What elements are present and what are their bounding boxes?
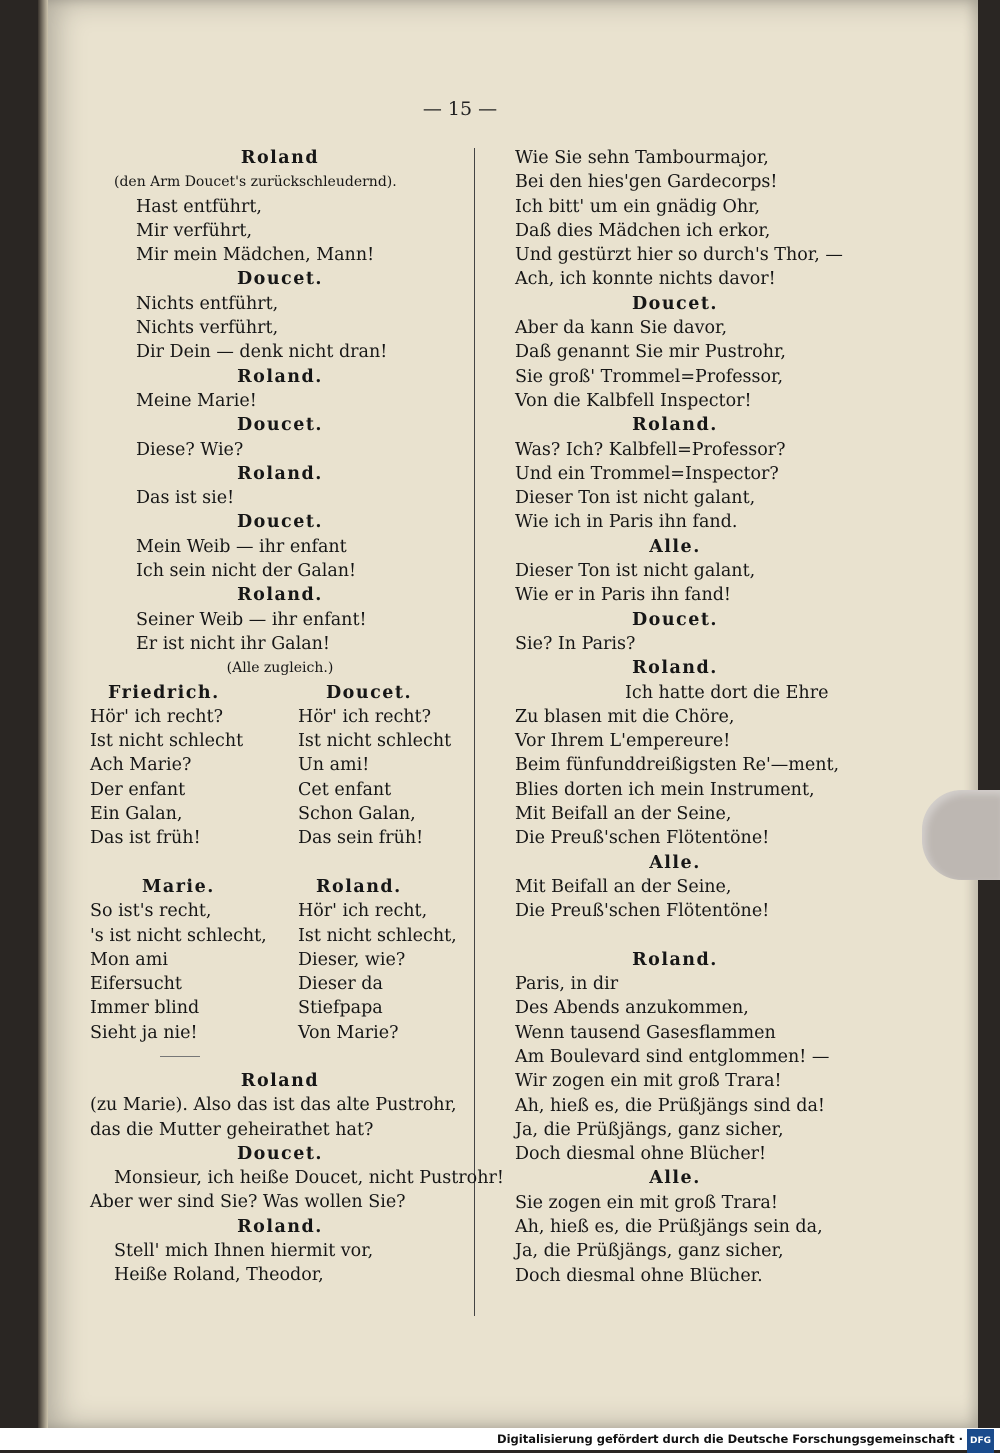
verse-line: Daß dies Mädchen ich erkor, [515,220,771,241]
verse-line: Und gestürzt hier so durch's Thor, — [515,245,843,266]
verse-line: Er ist nicht ihr Galan! [136,633,330,654]
verse-line: Hör' ich recht? [90,706,223,727]
verse-line: Aber da kann Sie davor, [515,318,728,339]
prose-line: Aber wer sind Sie? Was wollen Sie? [90,1192,406,1213]
verse-line: Vor Ihrem L'empereure! [515,731,731,752]
verse-line: Ich sein nicht der Galan! [136,561,357,582]
verse-line: Ich bitt' um ein gnädig Ohr, [515,196,761,217]
speaker-name: Roland. [237,1216,323,1237]
verse-line: Ja, die Prüßjängs, ganz sicher, [515,1241,784,1262]
verse-line: Am Boulevard sind entglommen! — [515,1046,830,1067]
verse-line: Die Preuß'schen Flötentöne! [515,828,770,849]
verse-line: Zu blasen mit die Chöre, [515,706,735,727]
speaker-name: Doucet. [631,609,719,630]
verse-line: Dieser da [298,974,383,995]
verse-line: Sieht ja nie! [90,1022,198,1043]
right-column [515,146,843,1288]
simultaneous-verse-1 [90,681,470,851]
speaker-name: Doucet. [236,415,324,436]
page-marker-tab [922,790,1000,880]
verse-line: Diese? Wie? [136,439,244,460]
verse-line: Wie Sie sehn Tambourmajor, [515,148,769,168]
speaker-name: Roland. [632,658,718,679]
verse-line: So ist's recht, [90,901,212,922]
speaker-name: Alle. [649,852,701,873]
verse-line: Dieser Ton ist nicht galant, [515,561,756,582]
page-number: — 15 — [422,98,498,120]
verse-line: Ach, ich konnte nichts davor! [515,269,776,290]
verse-line: Mit Beifall an der Seine, [515,804,732,825]
verse-line: Wenn tausend Gasesflammen [515,1022,776,1043]
prose-line: (zu Marie). Also das ist das alte Pustrohr, [90,1095,457,1116]
verse-line: Sie? In Paris? [515,633,636,654]
speaker-name: Doucet. [236,1143,324,1164]
verse-line: Ah, hieß es, die Prüßjängs sein da, [515,1217,823,1238]
verse-line: Stiefpapa [298,998,383,1019]
verse-line: Des Abends anzukommen, [515,998,749,1019]
verse-line: Hast entführt, [136,196,262,217]
speaker-name: Marie. [142,876,215,897]
verse-line: Seiner Weib — ihr enfant! [136,609,367,630]
verse-line: Stell' mich Ihnen hiermit vor, [114,1241,374,1262]
speaker-name: Roland [240,148,320,168]
speaker-name: Doucet. [631,293,719,314]
verse-line: Heiße Roland, Theodor, [114,1265,324,1286]
verse-line: Nichts verführt, [136,318,279,339]
verse-line: Doch diesmal ohne Blücher. [515,1265,763,1286]
verse-line: Bei den hies'gen Gardecorps! [515,172,778,193]
verse-line: Wie ich in Paris ihn fand. [515,512,738,533]
blank-line [90,851,470,875]
verse-line: Daß genannt Sie mir Pustrohr, [515,342,786,363]
verse-line: 's ist nicht schlecht, [90,925,267,946]
verse-line: Dieser Ton ist nicht galant, [515,488,756,509]
left-column [90,146,504,1288]
simultaneous-verse-2 [90,875,470,1045]
verse-line: Ja, die Prüßjängs, ganz sicher, [515,1119,784,1140]
verse-line: Das ist früh! [90,828,201,849]
digitization-footer [0,1428,1000,1450]
stage-direction: (den Arm Doucet's zurückschleudernd). [114,174,397,191]
verse-line: Sie groß' Trommel=Professor, [515,366,784,387]
verse-line: Ist nicht schlecht, [298,925,457,946]
footer-text: Digitalisierung gefördert durch die Deutsche Forschungsgemeinschaft · [497,1432,963,1446]
verse-line: Schon Galan, [298,804,416,825]
verse-line: Ist nicht schlecht [90,731,244,752]
speaker-name: Alle. [649,536,701,557]
verse-line: Meine Marie! [136,390,257,411]
verse-line: Das ist sie! [136,488,235,509]
verse-line: Sie zogen ein mit groß Trara! [515,1192,778,1213]
verse-line: Ah, hieß es, die Prüßjängs sind da! [515,1095,825,1116]
prose-line: das die Mutter geheirathet hat? [90,1119,374,1140]
separator-rule [90,1045,470,1069]
prose-line: Monsieur, ich heiße Doucet, nicht Pustrohr! [114,1168,504,1189]
verse-line: Wir zogen ein mit groß Trara! [515,1071,782,1092]
stage-direction: (Alle zugleich.) [226,660,334,677]
blank-line [515,924,835,948]
verse-line: Der enfant [90,779,186,800]
verse-line: Paris, in dir [515,974,619,995]
verse-line: Nichts entführt, [136,293,279,314]
verse-line: Cet enfant [298,779,392,800]
speaker-name: Roland. [237,585,323,606]
verse-line: Ein Galan, [90,804,183,825]
speaker-name: Roland. [237,366,323,387]
verse-line: Ach Marie? [90,755,192,776]
verse-line: Ich hatte dort die Ehre [625,682,829,703]
verse-line: Mir verführt, [136,220,253,241]
speaker-name: Doucet. [236,512,324,533]
speaker-name: Roland. [316,876,402,897]
speaker-name: Alle. [649,1168,701,1189]
verse-line: Von Marie? [298,1022,399,1043]
verse-line: Blies dorten ich mein Instrument, [515,779,815,800]
verse-line: Beim fünfunddreißigsten Re'—ment, [515,755,840,776]
verse-line: Mein Weib — ihr enfant [136,536,347,557]
verse-line: Wie er in Paris ihn fand! [515,585,731,606]
speaker-name: Roland. [632,949,718,970]
dfg-logo: DFG [967,1429,994,1453]
verse-line: Eifersucht [90,974,182,995]
speaker-name: Doucet. [326,682,413,703]
verse-line: Die Preuß'schen Flötentöne! [515,901,770,922]
verse-line: Doch diesmal ohne Blücher! [515,1144,767,1165]
verse-line: Immer blind [90,998,200,1019]
page-gutter-shadow [38,0,48,1428]
speaker-name: Doucet. [236,269,324,290]
verse-line: Ist nicht schlecht [298,731,452,752]
verse-line: Von die Kalbfell Inspector! [515,390,752,411]
verse-line: Das sein früh! [298,828,424,849]
verse-line: Un ami! [298,755,370,776]
verse-line: Dieser, wie? [298,949,406,970]
verse-line: Mon ami [90,949,168,970]
verse-line: Mir mein Mädchen, Mann! [136,245,375,266]
speaker-name: Friedrich. [108,682,220,703]
verse-line: Mit Beifall an der Seine, [515,876,732,897]
speaker-name: Roland. [237,463,323,484]
verse-line: Hör' ich recht? [298,706,431,727]
speaker-name: Roland. [632,415,718,436]
verse-line: Was? Ich? Kalbfell=Professor? [515,439,786,460]
verse-line: Dir Dein — denk nicht dran! [136,342,388,363]
column-divider [474,148,475,1316]
verse-line: Hör' ich recht, [298,901,428,922]
verse-line: Und ein Trommel=Inspector? [515,463,779,484]
speaker-name: Roland [240,1070,320,1091]
